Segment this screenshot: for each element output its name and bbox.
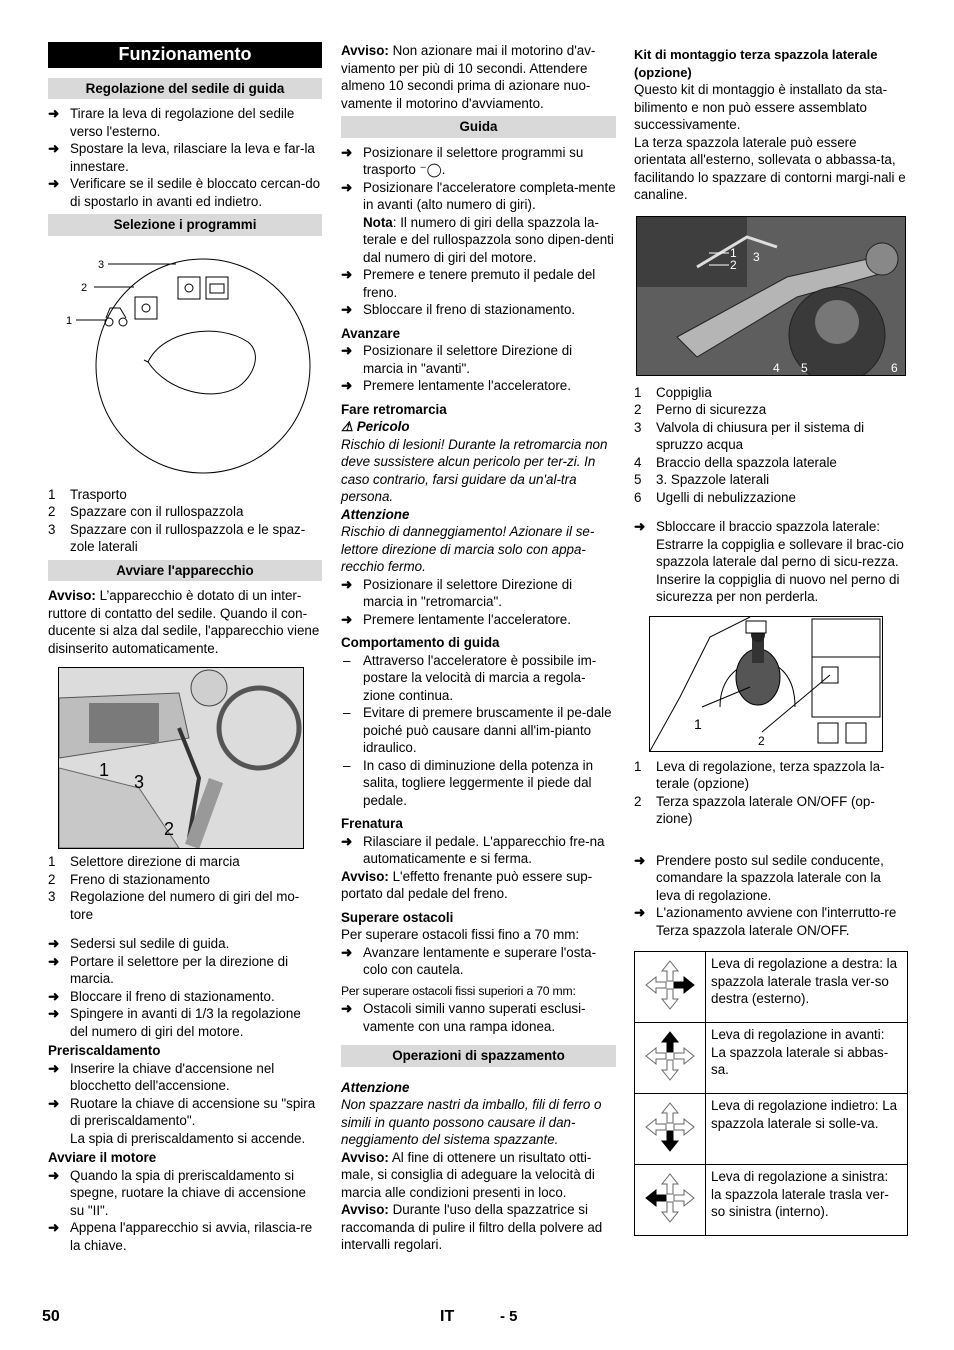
braking-heading: Frenatura <box>341 816 403 831</box>
step: ➜ Avanzare lentamente e superare l'osta-colo con cautela. <box>341 944 616 979</box>
fig-label: 3 <box>753 249 760 264</box>
step: ➜ L'azionamento avviene con l'interrutto-re Terza spazzola laterale ON/OFF. <box>634 904 908 939</box>
side-brush-photo <box>636 216 906 376</box>
braking-note: Avviso: L'effetto frenante può essere sup-portato dal pedale del freno. <box>341 868 593 901</box>
dashboard-photo-illustration <box>59 668 303 848</box>
direction-text: Leva di regolazione indietro: La spazzola laterale si solle-va. <box>706 1094 908 1165</box>
column-1 <box>48 42 322 1254</box>
step: ➜ Portare il selettore per la direzione di marcia. <box>48 953 322 988</box>
step: ➜ Spingere in avanti di 1/3 la regolazione del numero di giri del motore. <box>48 1005 322 1040</box>
dashboard-figure <box>58 667 304 849</box>
list-item: – Evitare di premere bruscamente il pe-dale poiché può causare danni all'im-pianto idraulico. <box>341 704 616 757</box>
engine-heading: Avviare il motore <box>48 1150 157 1165</box>
step: ➜ Inserire la chiave d'accensione nel blocchetto dell'accensione. <box>48 1060 322 1095</box>
arrow-right-icon <box>635 952 706 1023</box>
fig-label: 1 <box>99 760 110 780</box>
lever-figure <box>649 616 883 752</box>
start-note: Avviso: L’apparecchio è dotato di un inter-ruttore di contatto del sedile. Quando il con-ducente si alza dal sedile, l'apparecchio viene disinserito automaticamente. <box>48 588 320 656</box>
legend-item: 3 Valvola di chiusura per il sistema di spruzzo acqua <box>634 419 865 452</box>
sweeping-note: Avviso: Durante l'uso della spazzatrice si raccomanda di pulire il filtro della polvere ad intervalli regolari. <box>341 1202 603 1252</box>
legend-item: 1 Leva di regolazione, terza spazzola la-terale (opzione) <box>634 758 885 791</box>
fig-label: 4 <box>773 360 780 375</box>
kit-heading: Kit di montaggio terza spazzola laterale (opzione) <box>634 47 878 80</box>
list-item: – In caso di diminuzione della potenza in salita, togliere leggermente il piede dal pedale. <box>341 757 616 810</box>
fig-label: 2 <box>730 257 737 272</box>
step: ➜ Tirare la leva di regolazione del sedile verso l'esterno. <box>48 105 322 140</box>
behavior-heading: Comportamento di guida <box>341 635 500 650</box>
legend-item: 1 Selettore direzione di marcia <box>48 854 240 869</box>
step: ➜ Premere lentamente l'acceleratore. <box>341 377 616 395</box>
step: ➜ Sbloccare il freno di stazionamento. <box>341 301 616 319</box>
obstacles-heading: Superare ostacoli <box>341 909 454 925</box>
step: ➜ Ostacoli simili vanno superati esclusi-vamente con una rampa idonea. <box>341 1000 616 1035</box>
direction-text: Leva di regolazione a destra: la spazzola laterale trasla ver-so destra (esterno). <box>706 952 908 1023</box>
legend-item: 2 Terza spazzola laterale ON/OFF (op-zione) <box>634 793 875 826</box>
section-start-heading: Avviare l'apparecchio <box>48 560 322 582</box>
fig-label: 2 <box>758 733 765 748</box>
danger-text: Rischio di lesioni! Durante la retromarcia non deve sussistere alcun pericolo per ter-zi. In caso contrario, farsi guidare da un'al-tra persona. <box>341 436 608 504</box>
forward-heading: Avanzare <box>341 325 401 341</box>
chapter-title: Funzionamento <box>48 42 322 68</box>
lever-direction-table <box>634 951 908 1236</box>
step: ➜ Posizionare il selettore Direzione di marcia in "avanti". <box>341 342 616 377</box>
fig-label: 3 <box>98 258 105 271</box>
preheat-result: La spia di preriscaldamento si accende. <box>70 1130 306 1146</box>
legend-item: 2 Spazzare con il rullospazzola <box>48 504 244 519</box>
step: ➜ Posizionare il selettore programmi su trasporto ⁻◯. <box>341 144 616 179</box>
caution-text: Rischio di danneggiamento! Azionare il se-lettore direzione di marcia solo con appa-recchio fermo. <box>341 524 595 574</box>
step: ➜ Spostare la leva, rilasciare la leva e far-la innestare. <box>48 140 322 175</box>
caution-label: Attenzione <box>341 1079 410 1095</box>
step: ➜ Quando la spia di preriscaldamento si spegne, ruotare la chiave di accensione su "II". <box>48 1167 322 1220</box>
drive-note: Nota: Il numero di giri della spazzola la-terale e del rullospazzola sono dipen-denti dal numero di giri del motore. <box>363 214 614 265</box>
step: ➜ Appena l'apparecchio si avvia, rilascia-re la chiave. <box>48 1219 322 1254</box>
step: ➜ Verificare se il sedile è bloccato cercan-do di spostarlo in avanti ed indietro. <box>48 175 322 210</box>
page-number-right: - 5 <box>500 1308 518 1325</box>
section-seat-heading: Regolazione del sedile di guida <box>48 78 322 100</box>
fig-label: 5 <box>801 360 808 375</box>
legend-item: 2 Freno di stazionamento <box>48 871 210 887</box>
arrow-down-icon <box>635 1094 706 1165</box>
legend-item: 1 Coppiglia <box>634 384 712 400</box>
danger-label: ⚠ Pericolo <box>341 419 410 434</box>
table-row <box>635 952 908 1023</box>
language-code: IT <box>440 1308 455 1325</box>
unlock-note: Inserire la coppiglia di nuovo nel perno di sicurezza per non perderla. <box>656 571 900 604</box>
step: ➜ Posizionare il selettore Direzione di marcia in "retromarcia". <box>341 576 616 611</box>
sweeping-note: Avviso: Al fine di ottenere un risultato otti-male, si consiglia di adeguare la velocità di marcia alle condizioni presenti in loco. <box>341 1149 595 1200</box>
program-dial-illustration <box>48 242 322 486</box>
step: ➜ Rilasciare il pedale. L'apparecchio fre-na automaticamente e si ferma. <box>341 833 616 868</box>
step: ➜ Ruotare la chiave di accensione su "spira di preriscaldamento". <box>48 1095 322 1130</box>
arrow-up-icon <box>635 1023 706 1094</box>
caution-label: Attenzione <box>341 506 410 522</box>
fig-label: 1 <box>694 715 702 732</box>
fig-label: 3 <box>134 772 145 792</box>
legend-item: 3 Regolazione del numero di giri del mo-tore <box>48 889 300 922</box>
legend-item: 6 Ugelli di nebulizzazione <box>634 489 796 505</box>
legend-item: 5 3. Spazzole laterali <box>634 472 770 487</box>
lever-illustration <box>650 617 882 751</box>
section-programs-heading: Selezione i programmi <box>48 214 322 236</box>
step: ➜ Sbloccare il braccio spazzola laterale: Estrarre la coppiglia e sollevare il brac-cio spazzola laterale dal perno di sicu-rezza. <box>634 518 908 571</box>
preheat-heading: Preriscaldamento <box>48 1043 161 1058</box>
legend-item: 3 Spazzare con il rullospazzola e le spaz-zole laterali <box>48 521 306 554</box>
obstacles-text: Per superare ostacoli fissi superiori a 70 mm: <box>341 983 576 998</box>
direction-text: Leva di regolazione a sinistra: la spazzola laterale trasla ver-so sinistra (interno). <box>706 1165 908 1236</box>
step: ➜ Bloccare il freno di stazionamento. <box>48 988 322 1006</box>
section-sweeping-heading: Operazioni di spazzamento <box>341 1045 616 1067</box>
column-3 <box>634 42 908 1236</box>
legend-item: 1 Trasporto <box>48 486 127 502</box>
step: ➜ Prendere posto sul sedile conducente, comandare la spazzola laterale con la leva di regolazione. <box>634 852 908 905</box>
table-row <box>635 1023 908 1094</box>
kit-text: Questo kit di montaggio è installato da sta-bilimento e non può essere assemblato successivamente. <box>634 82 888 132</box>
column-2 <box>341 42 616 1254</box>
fig-label: 1 <box>730 245 737 260</box>
program-selector-figure <box>48 242 322 486</box>
legend-item: 4 Braccio della spazzola laterale <box>634 454 837 470</box>
fig-label: 1 <box>66 314 73 327</box>
step: ➜ Premere e tenere premuto il pedale del freno. <box>341 266 616 301</box>
kit-text: La terza spazzola laterale può essere orientata all'esterno, sollevata o abbassa-ta, facilitando lo spazzare di contorni margi-nali e canaline. <box>634 134 906 202</box>
warning-icon: ⚠ <box>341 419 354 434</box>
fig-label: 2 <box>164 819 175 839</box>
direction-text: Leva di regolazione in avanti: La spazzola laterale si abbas-sa. <box>706 1023 908 1094</box>
section-drive-heading: Guida <box>341 116 616 138</box>
list-item: – Attraverso l'acceleratore è possibile im-postare la velocità di marcia a regola-zione continua. <box>341 652 616 705</box>
fig-label: 2 <box>81 281 88 294</box>
legend-item: 2 Perno di sicurezza <box>634 402 767 417</box>
table-row <box>635 1094 908 1165</box>
step: ➜ Posizionare l'acceleratore completa-mente in avanti (alto numero di giri). <box>341 179 616 214</box>
transport-icon: ⁻◯ <box>419 162 442 177</box>
fig-label: 6 <box>891 360 898 375</box>
reverse-heading: Fare retromarcia <box>341 401 447 417</box>
step: ➜ Sedersi sul sedile di guida. <box>48 935 322 953</box>
arrow-left-icon <box>635 1165 706 1236</box>
caution-text: Non spazzare nastri da imballo, fili di ferro o simili in quanto possono causare il dan-neggiamento del sistema spazzante. <box>341 1097 602 1147</box>
step: ➜ Premere lentamente l'acceleratore. <box>341 611 616 629</box>
obstacles-text: Per superare ostacoli fissi fino a 70 mm: <box>341 927 580 942</box>
table-row <box>635 1165 908 1236</box>
side-brush-illustration <box>637 217 905 375</box>
starter-note: Avviso: Non azionare mai il motorino d'av-viamento per più di 10 secondi. Attendere almeno 10 secondi prima di azionare nuo-vamente il motorino d'avviamento. <box>341 43 596 111</box>
page-number-left: 50 <box>42 1308 60 1325</box>
